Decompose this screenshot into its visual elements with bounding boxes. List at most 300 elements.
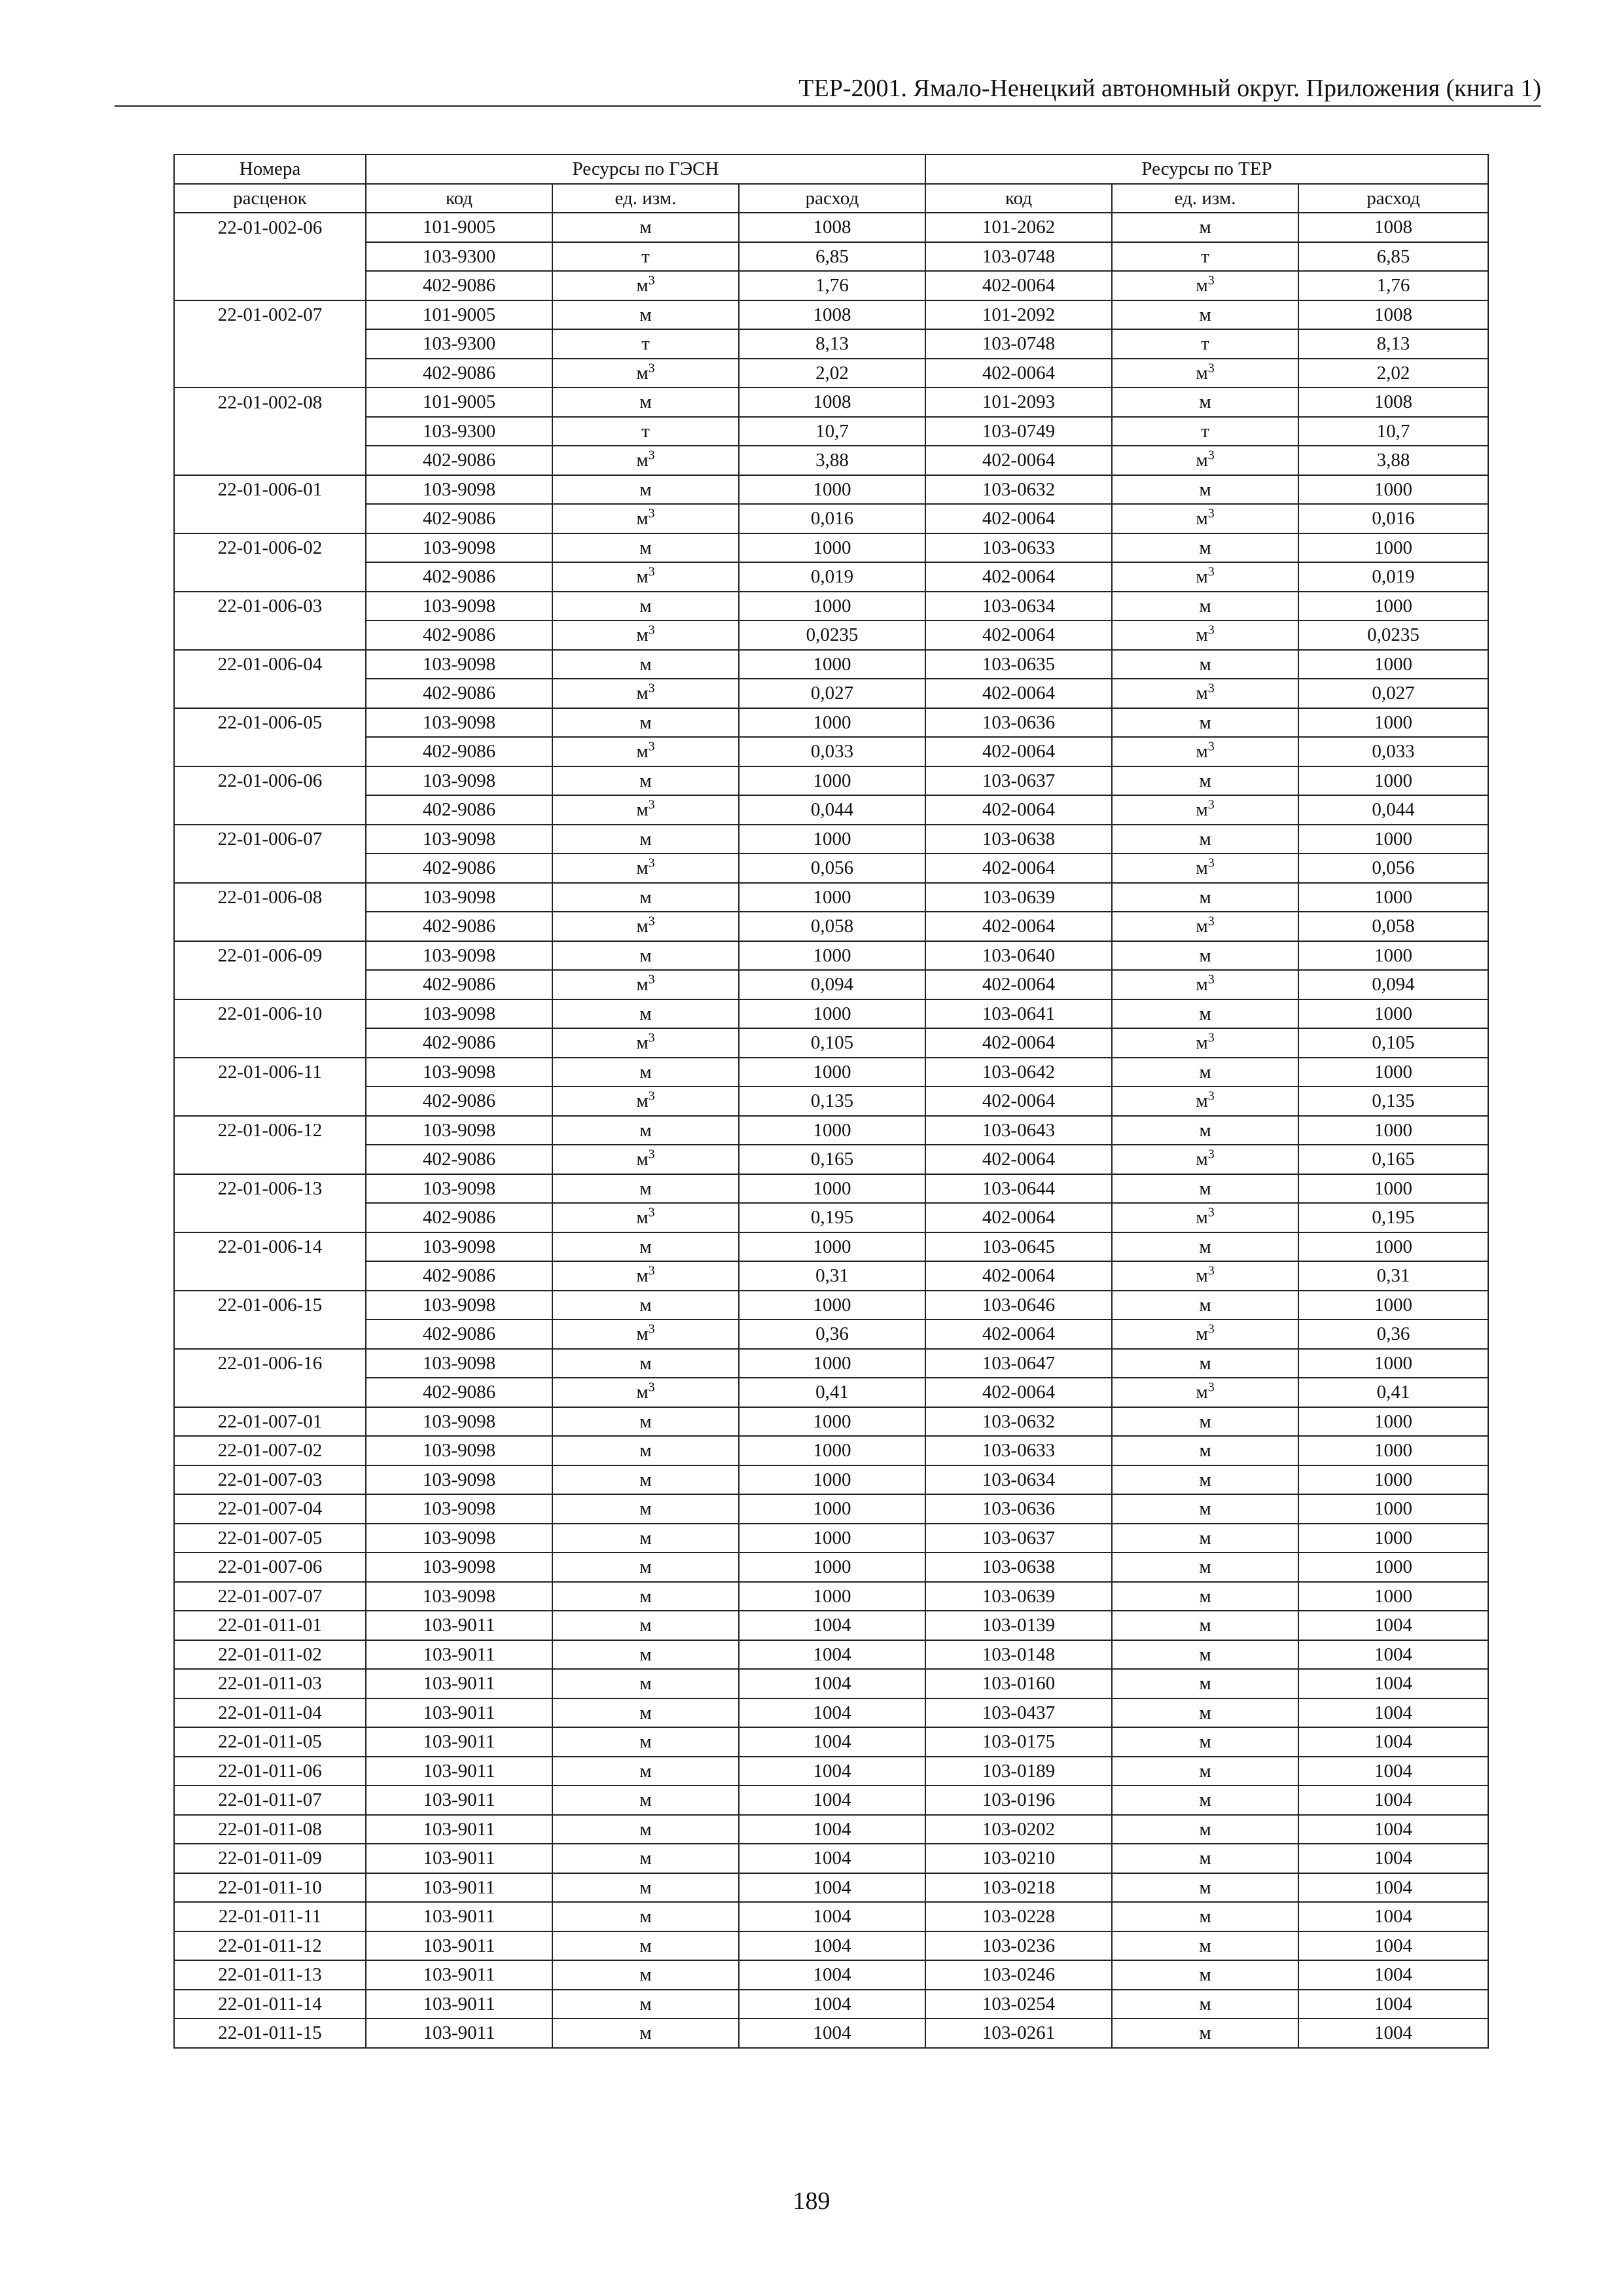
- gesn-amount-cell: 1000: [739, 1582, 925, 1611]
- ter-amount-cell: 1004: [1298, 1640, 1488, 1670]
- gesn-amount-cell: 1000: [739, 1494, 925, 1524]
- ter-code-cell: 402-0064: [925, 271, 1112, 300]
- gesn-unit-cell: м: [552, 1232, 739, 1262]
- gesn-amount-cell: 1,76: [739, 271, 925, 300]
- gesn-unit-cell: м: [552, 650, 739, 679]
- gesn-code-cell: 103-9098: [366, 1465, 552, 1495]
- ter-code-cell: 103-0639: [925, 883, 1112, 912]
- table-row: [174, 1669, 1488, 1698]
- ter-code-cell: 103-0175: [925, 1727, 1112, 1757]
- gesn-code-cell: 103-9011: [366, 1611, 552, 1640]
- ter-code-cell: 103-0749: [925, 417, 1112, 446]
- gesn-amount-cell: 2,02: [739, 359, 925, 388]
- gesn-unit-cell: м: [552, 883, 739, 912]
- ter-unit-cell: $м^3$: [1112, 1378, 1298, 1407]
- ter-amount-cell: 1008: [1298, 213, 1488, 242]
- ter-code-cell: 103-0748: [925, 329, 1112, 359]
- gesn-amount-cell: 1000: [739, 1058, 925, 1087]
- rate-number-cell: [174, 737, 366, 766]
- gesn-amount-cell: 0,019: [739, 562, 925, 592]
- table-row: [174, 883, 1488, 912]
- ter-unit-cell: м: [1112, 1815, 1298, 1844]
- gesn-code-cell: 103-9011: [366, 1669, 552, 1698]
- gesn-unit-cell: м: [552, 825, 739, 854]
- rate-number-cell: 22-01-011-09: [174, 1844, 366, 1873]
- gesn-amount-cell: 1004: [739, 1931, 925, 1961]
- rate-number-cell: [174, 417, 366, 446]
- gesn-code-cell: 103-9098: [366, 708, 552, 738]
- ter-code-cell: 103-0635: [925, 650, 1112, 679]
- ter-unit-cell: м: [1112, 387, 1298, 417]
- gesn-unit-cell: м: [552, 387, 739, 417]
- table-row: [174, 912, 1488, 941]
- gesn-amount-cell: 1000: [739, 1291, 925, 1320]
- ter-unit-cell: $м^3$: [1112, 1203, 1298, 1232]
- table-row: [174, 1844, 1488, 1873]
- gesn-code-cell: 402-9086: [366, 1378, 552, 1407]
- ter-amount-cell: 1000: [1298, 941, 1488, 971]
- gesn-unit-cell: м: [552, 1349, 739, 1378]
- gesn-code-cell: 103-9300: [366, 329, 552, 359]
- ter-code-cell: 103-0196: [925, 1785, 1112, 1815]
- rate-number-cell: 22-01-006-04: [174, 650, 366, 679]
- ter-amount-cell: 2,02: [1298, 359, 1488, 388]
- ter-unit-cell: м: [1112, 1552, 1298, 1582]
- rate-number-cell: [174, 562, 366, 592]
- table-row: [174, 853, 1488, 883]
- gesn-amount-cell: 0,033: [739, 737, 925, 766]
- table-body: [174, 213, 1488, 2048]
- gesn-unit-cell: м: [552, 1669, 739, 1698]
- table-row: [174, 1990, 1488, 2019]
- table-row: [174, 1815, 1488, 1844]
- ter-unit-cell: м: [1112, 2018, 1298, 2048]
- rate-number-cell: 22-01-011-11: [174, 1902, 366, 1931]
- rate-number-cell: 22-01-006-03: [174, 592, 366, 621]
- table-row: [174, 1261, 1488, 1291]
- table-row: [174, 766, 1488, 796]
- ter-code-header: код: [925, 184, 1112, 213]
- ter-unit-cell: м: [1112, 1232, 1298, 1262]
- ter-amount-cell: 0,019: [1298, 562, 1488, 592]
- gesn-unit-cell: м: [552, 1465, 739, 1495]
- gesn-unit-cell: м: [552, 475, 739, 505]
- ter-code-cell: 402-0064: [925, 359, 1112, 388]
- gesn-amount-cell: 1004: [739, 1669, 925, 1698]
- rate-number-cell: 22-01-011-05: [174, 1727, 366, 1757]
- gesn-unit-cell: $м^3$: [552, 1028, 739, 1058]
- gesn-amount-cell: 1000: [739, 1436, 925, 1465]
- rate-number-cell: [174, 1378, 366, 1407]
- ter-amount-cell: 1000: [1298, 1349, 1488, 1378]
- ter-code-cell: 103-0634: [925, 592, 1112, 621]
- gesn-code-cell: 101-9005: [366, 300, 552, 330]
- ter-code-cell: 103-0647: [925, 1349, 1112, 1378]
- ter-code-cell: 101-2093: [925, 387, 1112, 417]
- gesn-code-cell: 103-9011: [366, 1757, 552, 1786]
- gesn-amount-header: расход: [739, 184, 925, 213]
- gesn-code-cell: 402-9086: [366, 795, 552, 825]
- ter-unit-cell: т: [1112, 417, 1298, 446]
- rate-number-cell: 22-01-006-08: [174, 883, 366, 912]
- gesn-unit-cell: м: [552, 1931, 739, 1961]
- ter-unit-cell: $м^3$: [1112, 1319, 1298, 1349]
- ter-code-cell: 103-0218: [925, 1873, 1112, 1903]
- rate-number-cell: [174, 329, 366, 359]
- ter-unit-cell: м: [1112, 475, 1298, 505]
- rate-number-cell: [174, 359, 366, 388]
- rate-number-cell: 22-01-011-08: [174, 1815, 366, 1844]
- rate-number-cell: [174, 1261, 366, 1291]
- rate-number-cell: 22-01-006-06: [174, 766, 366, 796]
- gesn-unit-cell: м: [552, 1494, 739, 1524]
- ter-code-cell: 402-0064: [925, 1261, 1112, 1291]
- ter-amount-cell: 1004: [1298, 1611, 1488, 1640]
- gesn-unit-cell: м: [552, 1407, 739, 1437]
- ter-amount-cell: 1000: [1298, 1174, 1488, 1204]
- ter-code-cell: 103-0189: [925, 1757, 1112, 1786]
- table-row: [174, 562, 1488, 592]
- gesn-unit-cell: м: [552, 1698, 739, 1728]
- gesn-code-cell: 103-9011: [366, 1815, 552, 1844]
- ter-code-cell: 402-0064: [925, 562, 1112, 592]
- ter-unit-cell: м: [1112, 1990, 1298, 2019]
- gesn-code-cell: 103-9098: [366, 1174, 552, 1204]
- gesn-code-cell: 103-9011: [366, 1640, 552, 1670]
- gesn-amount-cell: 1000: [739, 533, 925, 563]
- ter-amount-cell: 1000: [1298, 1465, 1488, 1495]
- gesn-unit-cell: $м^3$: [552, 446, 739, 475]
- rate-number-cell: 22-01-006-15: [174, 1291, 366, 1320]
- ter-amount-cell: 0,027: [1298, 679, 1488, 708]
- gesn-unit-cell: м: [552, 1174, 739, 1204]
- table-row: [174, 300, 1488, 330]
- ter-code-cell: 103-0640: [925, 941, 1112, 971]
- table-row: [174, 999, 1488, 1029]
- table-row: [174, 1407, 1488, 1437]
- table-row: [174, 1465, 1488, 1495]
- ter-amount-cell: 1004: [1298, 1931, 1488, 1961]
- ter-unit-cell: м: [1112, 1058, 1298, 1087]
- table-row: [174, 1552, 1488, 1582]
- table-row: [174, 387, 1488, 417]
- table-row: [174, 1116, 1488, 1145]
- gesn-code-cell: 103-9011: [366, 1902, 552, 1931]
- gesn-code-cell: 402-9086: [366, 1086, 552, 1116]
- gesn-amount-cell: 1000: [739, 1552, 925, 1582]
- ter-amount-cell: 1004: [1298, 1815, 1488, 1844]
- rate-number-cell: 22-01-006-07: [174, 825, 366, 854]
- ter-code-cell: 103-0642: [925, 1058, 1112, 1087]
- gesn-unit-cell: $м^3$: [552, 1378, 739, 1407]
- gesn-unit-cell: $м^3$: [552, 1261, 739, 1291]
- ter-unit-cell: $м^3$: [1112, 679, 1298, 708]
- rate-number-cell: 22-01-006-05: [174, 708, 366, 738]
- table-row: [174, 1727, 1488, 1757]
- gesn-unit-cell: т: [552, 329, 739, 359]
- ter-unit-cell: м: [1112, 1582, 1298, 1611]
- gesn-amount-cell: 1000: [739, 825, 925, 854]
- ter-unit-cell: $м^3$: [1112, 1086, 1298, 1116]
- gesn-code-cell: 402-9086: [366, 1203, 552, 1232]
- rate-number-cell: 22-01-006-11: [174, 1058, 366, 1087]
- rate-number-cell: 22-01-011-03: [174, 1669, 366, 1698]
- gesn-code-cell: 103-9098: [366, 941, 552, 971]
- gesn-amount-cell: 1004: [739, 1698, 925, 1728]
- gesn-amount-cell: 1000: [739, 1174, 925, 1204]
- gesn-code-cell: 103-9011: [366, 2018, 552, 2048]
- ter-code-cell: 103-0638: [925, 825, 1112, 854]
- ter-unit-cell: $м^3$: [1112, 1028, 1298, 1058]
- table-row: [174, 1931, 1488, 1961]
- ter-code-cell: 103-0638: [925, 1552, 1112, 1582]
- ter-unit-header: ед. изм.: [1112, 184, 1298, 213]
- gesn-amount-cell: 1000: [739, 999, 925, 1029]
- gesn-code-cell: 103-9098: [366, 1524, 552, 1553]
- gesn-amount-cell: 1000: [739, 766, 925, 796]
- table-row: [174, 1291, 1488, 1320]
- ter-code-cell: 103-0646: [925, 1291, 1112, 1320]
- gesn-unit-cell: $м^3$: [552, 679, 739, 708]
- ter-code-cell: 402-0064: [925, 1319, 1112, 1349]
- header-rule: [115, 105, 1541, 107]
- rate-number-cell: 22-01-011-14: [174, 1990, 366, 2019]
- rate-number-cell: 22-01-007-04: [174, 1494, 366, 1524]
- table-row: [174, 1174, 1488, 1204]
- gesn-amount-cell: 0,105: [739, 1028, 925, 1058]
- gesn-amount-cell: 1004: [739, 1990, 925, 2019]
- ter-code-cell: 402-0064: [925, 1028, 1112, 1058]
- ter-unit-cell: м: [1112, 825, 1298, 854]
- ter-amount-header: расход: [1298, 184, 1488, 213]
- table-row: [174, 1436, 1488, 1465]
- ter-unit-cell: м: [1112, 650, 1298, 679]
- gesn-code-cell: 103-9098: [366, 1494, 552, 1524]
- rate-number-cell: [174, 271, 366, 300]
- gesn-unit-cell: м: [552, 1116, 739, 1145]
- ter-unit-cell: м: [1112, 1465, 1298, 1495]
- gesn-code-cell: 103-9011: [366, 1990, 552, 2019]
- ter-amount-cell: 1008: [1298, 387, 1488, 417]
- gesn-amount-cell: 1000: [739, 941, 925, 971]
- gesn-code-cell: 402-9086: [366, 446, 552, 475]
- rate-number-cell: [174, 853, 366, 883]
- ter-code-cell: 103-0643: [925, 1116, 1112, 1145]
- ter-unit-cell: м: [1112, 1494, 1298, 1524]
- table-row: [174, 359, 1488, 388]
- rate-number-cell: 22-01-007-07: [174, 1582, 366, 1611]
- ter-amount-cell: 0,195: [1298, 1203, 1488, 1232]
- ter-unit-cell: м: [1112, 1436, 1298, 1465]
- ter-code-cell: 103-0236: [925, 1931, 1112, 1961]
- ter-code-cell: 103-0202: [925, 1815, 1112, 1844]
- table-row: [174, 1145, 1488, 1174]
- rate-number-cell: 22-01-011-12: [174, 1931, 366, 1961]
- gesn-code-cell: 103-9098: [366, 592, 552, 621]
- table-row: [174, 737, 1488, 766]
- ter-amount-cell: 1004: [1298, 1669, 1488, 1698]
- ter-amount-cell: 1000: [1298, 766, 1488, 796]
- gesn-amount-cell: 1004: [739, 1640, 925, 1670]
- gesn-code-cell: 103-9098: [366, 1058, 552, 1087]
- ter-amount-cell: 1000: [1298, 1232, 1488, 1262]
- ter-code-cell: 103-0636: [925, 708, 1112, 738]
- ter-amount-cell: 8,13: [1298, 329, 1488, 359]
- rate-number-cell: 22-01-007-06: [174, 1552, 366, 1582]
- table-row: [174, 1757, 1488, 1786]
- ter-unit-cell: т: [1112, 242, 1298, 272]
- ter-amount-cell: 0,165: [1298, 1145, 1488, 1174]
- ter-amount-cell: 0,044: [1298, 795, 1488, 825]
- rate-number-cell: [174, 1086, 366, 1116]
- gesn-unit-cell: м: [552, 941, 739, 971]
- ter-code-cell: 402-0064: [925, 1203, 1112, 1232]
- ter-unit-cell: $м^3$: [1112, 271, 1298, 300]
- table-row: [174, 475, 1488, 505]
- ter-unit-cell: м: [1112, 1291, 1298, 1320]
- gesn-unit-cell: $м^3$: [552, 1319, 739, 1349]
- ter-code-cell: 103-0645: [925, 1232, 1112, 1262]
- gesn-unit-cell: $м^3$: [552, 970, 739, 999]
- gesn-code-cell: 103-9011: [366, 1960, 552, 1990]
- rate-number-cell: [174, 679, 366, 708]
- table-row: [174, 1232, 1488, 1262]
- ter-amount-cell: 0,41: [1298, 1378, 1488, 1407]
- gesn-unit-cell: м: [552, 766, 739, 796]
- ter-amount-cell: 1000: [1298, 592, 1488, 621]
- page-header: ТЕР-2001. Ямало-Ненецкий автономный округ. Приложения (книга 1): [798, 75, 1541, 102]
- gesn-unit-cell: $м^3$: [552, 271, 739, 300]
- table-row: [174, 941, 1488, 971]
- ter-unit-cell: $м^3$: [1112, 504, 1298, 533]
- rate-number-cell: [174, 795, 366, 825]
- rate-number-cell: 22-01-007-05: [174, 1524, 366, 1553]
- page-number: 189: [793, 2187, 830, 2215]
- gesn-code-cell: 103-9098: [366, 999, 552, 1029]
- ter-unit-cell: $м^3$: [1112, 912, 1298, 941]
- ter-unit-cell: м: [1112, 883, 1298, 912]
- rate-number-cell: 22-01-006-02: [174, 533, 366, 563]
- gesn-unit-cell: м: [552, 1524, 739, 1553]
- table-row: [174, 1582, 1488, 1611]
- ter-unit-cell: м: [1112, 1902, 1298, 1931]
- ter-amount-cell: 0,105: [1298, 1028, 1488, 1058]
- gesn-code-cell: 402-9086: [366, 853, 552, 883]
- gesn-unit-cell: м: [552, 2018, 739, 2048]
- ter-code-cell: 103-0644: [925, 1174, 1112, 1204]
- gesn-unit-cell: $м^3$: [552, 359, 739, 388]
- gesn-code-cell: 103-9098: [366, 1582, 552, 1611]
- rate-number-cell: 22-01-006-12: [174, 1116, 366, 1145]
- ter-code-cell: 103-0641: [925, 999, 1112, 1029]
- gesn-unit-cell: м: [552, 1785, 739, 1815]
- ter-unit-cell: $м^3$: [1112, 1261, 1298, 1291]
- rate-number-cell: [174, 620, 366, 650]
- ter-unit-cell: м: [1112, 1669, 1298, 1698]
- table-row: [174, 1058, 1488, 1087]
- ter-code-cell: 402-0064: [925, 1145, 1112, 1174]
- rate-number-cell: 22-01-006-13: [174, 1174, 366, 1204]
- ter-code-cell: 103-0139: [925, 1611, 1112, 1640]
- gesn-unit-cell: м: [552, 1902, 739, 1931]
- ter-unit-cell: $м^3$: [1112, 562, 1298, 592]
- col-numbers-header: Номера: [174, 154, 366, 184]
- table-row: [174, 679, 1488, 708]
- ter-code-cell: 402-0064: [925, 446, 1112, 475]
- ter-code-cell: 103-0632: [925, 475, 1112, 505]
- gesn-amount-cell: 0,195: [739, 1203, 925, 1232]
- ter-amount-cell: 1000: [1298, 475, 1488, 505]
- gesn-amount-cell: 1000: [739, 1524, 925, 1553]
- ter-code-cell: 103-0637: [925, 766, 1112, 796]
- gesn-amount-cell: 1000: [739, 475, 925, 505]
- ter-amount-cell: 1000: [1298, 1494, 1488, 1524]
- gesn-amount-cell: 1000: [739, 650, 925, 679]
- gesn-amount-cell: 1004: [739, 1902, 925, 1931]
- gesn-amount-cell: 1008: [739, 300, 925, 330]
- ter-amount-cell: 1,76: [1298, 271, 1488, 300]
- ter-unit-cell: м: [1112, 1349, 1298, 1378]
- gesn-code-cell: 402-9086: [366, 620, 552, 650]
- ter-code-cell: 402-0064: [925, 912, 1112, 941]
- ter-code-cell: 402-0064: [925, 679, 1112, 708]
- gesn-amount-cell: 1000: [739, 883, 925, 912]
- table-row: [174, 271, 1488, 300]
- gesn-unit-cell: м: [552, 999, 739, 1029]
- ter-unit-cell: м: [1112, 1116, 1298, 1145]
- gesn-unit-cell: м: [552, 1727, 739, 1757]
- ter-amount-cell: 0,058: [1298, 912, 1488, 941]
- ter-unit-cell: м: [1112, 1844, 1298, 1873]
- ter-unit-cell: м: [1112, 592, 1298, 621]
- ter-amount-cell: 0,36: [1298, 1319, 1488, 1349]
- gesn-code-cell: 103-9098: [366, 825, 552, 854]
- ter-unit-cell: м: [1112, 1174, 1298, 1204]
- table-row: [174, 1378, 1488, 1407]
- gesn-amount-cell: 1000: [739, 1407, 925, 1437]
- gesn-amount-cell: 3,88: [739, 446, 925, 475]
- ter-amount-cell: 0,016: [1298, 504, 1488, 533]
- table-row: [174, 1494, 1488, 1524]
- gesn-code-cell: 103-9011: [366, 1698, 552, 1728]
- gesn-code-cell: 103-9011: [366, 1844, 552, 1873]
- gesn-code-cell: 103-9098: [366, 1232, 552, 1262]
- table-row: [174, 1960, 1488, 1990]
- gesn-code-cell: 103-9300: [366, 417, 552, 446]
- rate-number-cell: 22-01-006-14: [174, 1232, 366, 1262]
- gesn-amount-cell: 1000: [739, 1232, 925, 1262]
- gesn-amount-cell: 0,0235: [739, 620, 925, 650]
- group-ter-header: Ресурсы по ТЕР: [925, 154, 1488, 184]
- col-numbers-subheader: расценок: [174, 184, 366, 213]
- ter-code-cell: 402-0064: [925, 1378, 1112, 1407]
- gesn-amount-cell: 0,056: [739, 853, 925, 883]
- gesn-amount-cell: 1004: [739, 1815, 925, 1844]
- ter-code-cell: 101-2062: [925, 213, 1112, 242]
- ter-code-cell: 103-0254: [925, 1990, 1112, 2019]
- table-row: [174, 825, 1488, 854]
- ter-unit-cell: $м^3$: [1112, 795, 1298, 825]
- ter-unit-cell: м: [1112, 213, 1298, 242]
- gesn-code-cell: 103-9011: [366, 1931, 552, 1961]
- gesn-amount-cell: 0,135: [739, 1086, 925, 1116]
- ter-unit-cell: м: [1112, 1640, 1298, 1670]
- gesn-unit-cell: м: [552, 592, 739, 621]
- gesn-amount-cell: 0,094: [739, 970, 925, 999]
- ter-unit-cell: м: [1112, 300, 1298, 330]
- table-row: [174, 708, 1488, 738]
- gesn-unit-cell: м: [552, 1058, 739, 1087]
